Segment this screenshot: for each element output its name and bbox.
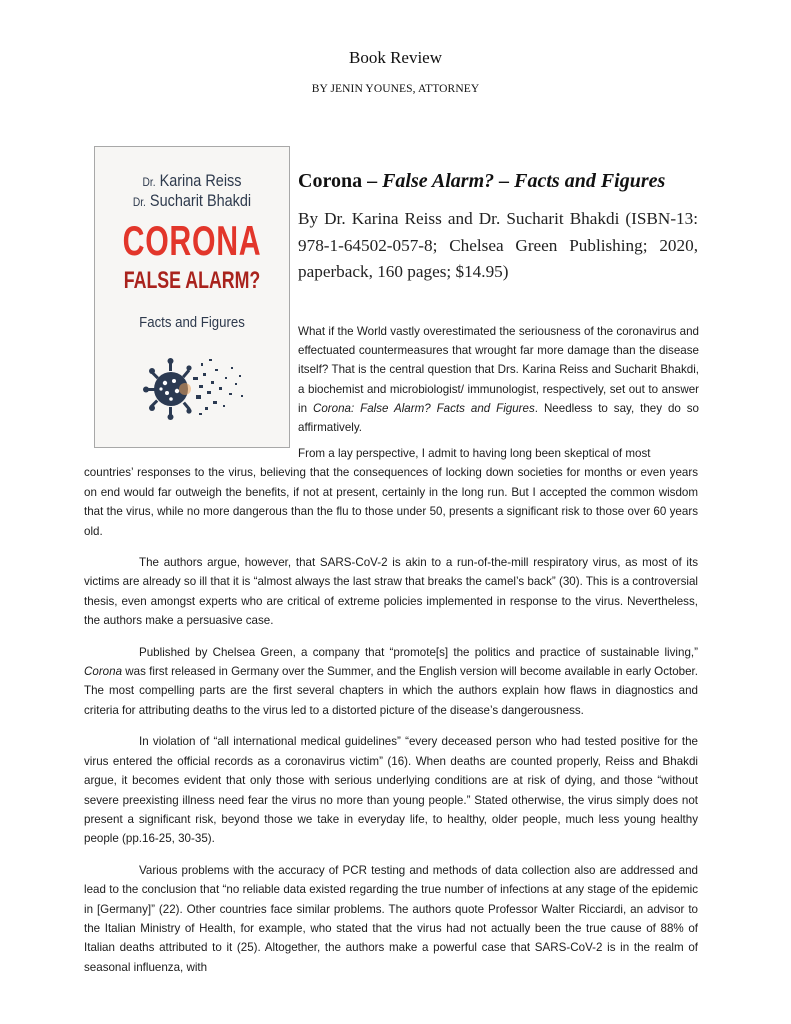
review-body [84, 444, 698, 989]
cover-author-1 [110, 171, 275, 191]
cover-author-2 [110, 191, 275, 211]
intro-paragraph [298, 322, 699, 437]
paragraph-3-text-end: was first released in Germany over the Summer, and the English version will become available in early October. The most compelling parts are the first several chapters in which the authors explain how flaws in diagnostics and criteria for attributing deaths to the virus led to a distorted picture of the disease’s dangerousness. [84, 665, 698, 717]
cover-author-1-prefix: Dr. [142, 175, 156, 189]
paragraph-1: countries’ responses to the virus, believing that the consequences of locking down societies for months or even years on end would far outweigh the benefits, if not at present, certainly in the long run. But I accepted the common wisdom that the virus, while no more dangerous than the flu to those under 50, presents a significant risk to those over 60 years old. [84, 466, 698, 538]
cover-author-2-prefix: Dr. [132, 195, 146, 209]
cover-subtitle: Facts and Figures [139, 314, 245, 331]
cover-title-false-alarm: FALSE ALARM? [123, 267, 261, 294]
cover-author-1-name: Karina Reiss [159, 171, 242, 190]
paragraph-1-first-line: From a lay perspective, I admit to having long been skeptical of most [298, 447, 651, 460]
cover-title-corona: CORONA [122, 217, 262, 264]
book-cover-image [94, 146, 290, 448]
paragraph-3-text: Published by Chelsea Green, a company that “promote[s] the politics and practice of sustainable living,” [139, 645, 698, 659]
cover-author-2-name: Sucharit Bhakdi [149, 191, 252, 210]
book-title [298, 170, 748, 193]
paragraph-3 [84, 643, 698, 721]
virus-particle-disintegrating-icon [141, 347, 261, 427]
byline: BY JENIN YOUNES, ATTORNEY [311, 83, 480, 95]
book-title-italic: False Alarm? – Facts and Figures [382, 170, 666, 192]
book-title-main: Corona – [298, 170, 383, 192]
page-title: Book Review [348, 48, 443, 67]
paragraph-4: In violation of “all international medical guidelines” “every deceased person who had tested positive for the virus entered the official records as a coronavirus victim” (16). When deaths are counted properly, Reiss and Bhakdi argue, it becomes evident that only those with serious underlying conditions are at risk of dying, and those “without severe preexisting illness need fear the virus no more than young people.” Stated otherwise, the virus simply does not present a significant risk, beyond those we take in everyday life, to healthy, older people, much less young healthy people (pp.16-25, 30-35). [84, 735, 698, 846]
intro-book-title-italic: Corona: False Alarm? Facts and Figures [312, 401, 535, 415]
paragraph-5: Various problems with the accuracy of PCR testing and methods of data collection also are addressed and lead to the conclusion that “no reliable data existed regarding the true number of infections at any stage of the epidemic in [Germany]” (22). Other countries face similar problems. The authors quote Professor Walter Ricciardi, an advisor to the Italian Ministry of Health, for example, who stated that the virus had not actually been the true cause of 88% of Italian deaths attributed to it (25). Altogether, the authors make a powerful case that SARS-CoV-2 is in the realm of seasonal influenza, with [84, 863, 698, 974]
intro-text-end: . Needless to say, they do so affirmatively. [298, 401, 699, 435]
intro-text: What if the World vastly overestimated the seriousness of the coronavirus and effectuated countermeasures that wrought far more damage than the disease itself? That is the central question that Drs. Karina Reiss and Sucharit Bhakdi, a biochemist and microbiologist/ immunologist, respectively, set out to answer in [298, 325, 699, 415]
paragraph-3-italic: Corona [84, 665, 123, 679]
book-publication-info: By Dr. Karina Reiss and Dr. Sucharit Bhakdi (ISBN-13: 978-1-64502-057-8; Chelsea Green Publishing; 2020, paperback, 160 pages; $14.95) [298, 209, 698, 281]
paragraph-2: The authors argue, however, that SARS-CoV-2 is akin to a run-of-the-mill respiratory virus, as most of its victims are already so ill that it is “almost always the last straw that breaks the camel’s back” (30). This is a controversial thesis, even amongst experts who are critical of extreme policies implemented in response to the virus. Nevertheless, the authors make a persuasive case. [84, 556, 698, 628]
